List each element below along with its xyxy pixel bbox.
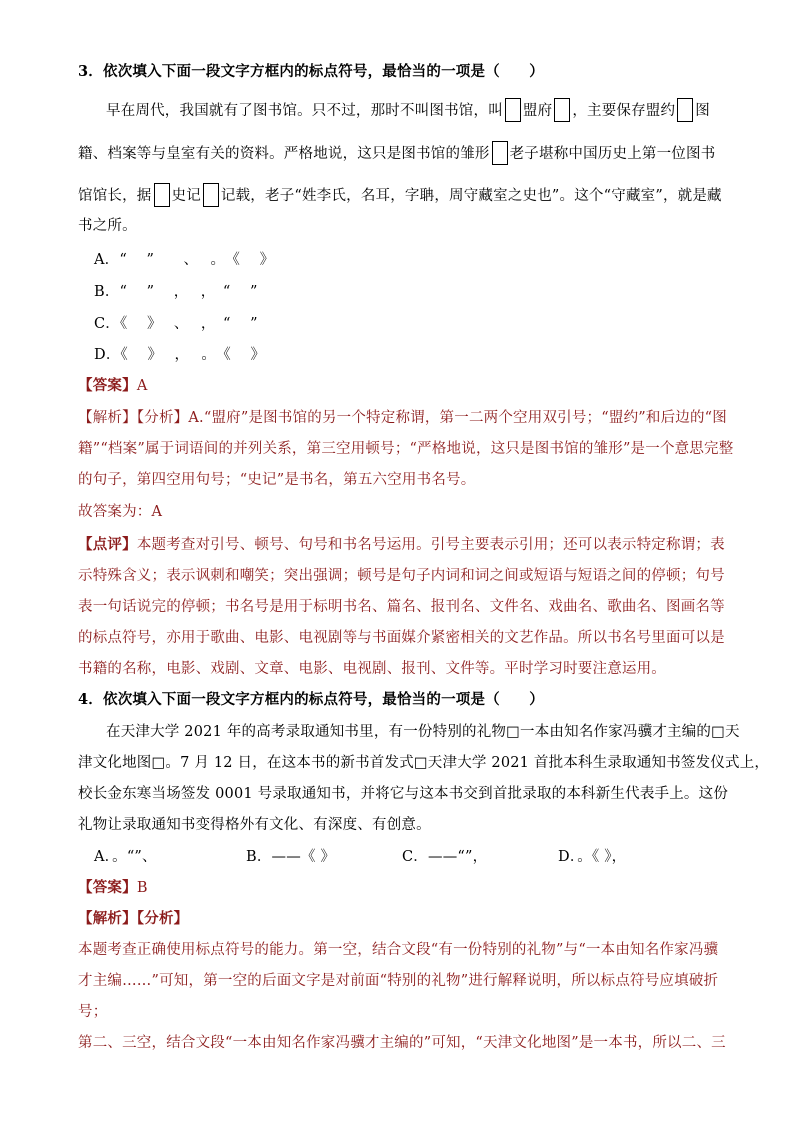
q4-option-b: B．——《 》 <box>246 849 336 865</box>
q3-passage-line-4: 书之所。 <box>78 218 137 234</box>
q3-passage-line-3: 馆馆长，据 史记 记载，老子“姓李氏，名耳，字聃，周守藏室之史也”。这个“守藏室”，就是藏 <box>78 183 722 203</box>
q3-passage-line-2: 籍、档案等与皇室有关的资料。严格地说，这只是图书馆的雏形 老子堪称中国历史上第一位图书 <box>78 141 715 161</box>
q3-option-a: A．“ ” 、 。 《 》 <box>94 252 275 268</box>
q4-passage-line-3: 校长金东寒当场签发 0001 号录取通知书，并将它与这本书交到首批录取的本科新生代表手上。这份 <box>78 786 729 802</box>
q4-analysis-line-2: 才主编……”可知，第一空的后面文字是对前面“特别的礼物”进行解释说明，所以标点符号应填破折 <box>78 973 719 989</box>
q4-option-c: C．——“”， <box>402 849 488 865</box>
q3-comment-line-3: 表一句话说完的停顿；书名号是用于标明书名、篇名、报刊名、文件名、戏曲名、歌曲名、图画名等 <box>78 599 725 615</box>
blank-box-6 <box>203 183 219 207</box>
q3-comment-line-1: 【点评】本题考查对引号、顿号、句号和书名号运用。引号主要表示引用；还可以表示特定称谓；表 <box>78 536 725 553</box>
q3-option-b: B．“ ” ， ， “ ” <box>94 284 258 300</box>
q3-option-c: C．《 》 、 ， “ ” <box>94 316 258 332</box>
q3-option-d: D．《 》 ， 。 《 》 <box>94 347 266 363</box>
q4-passage-line-4: 礼物让录取通知书变得格外有文化、有深度、有创意。 <box>78 817 431 833</box>
q3-stem: 3．依次填入下面一段文字方框内的标点符号，最恰当的一项是（ ） <box>78 63 544 80</box>
q3-comment-line-5: 书籍的名称，电影、戏剧、文章、电影、电视剧、报刊、文件等。平时学习时要注意运用。 <box>78 661 666 677</box>
q3-comment-line-4: 的标点符号，亦用于歌曲、电影、电视剧等与书面媒介紧密相关的文艺作品。所以书名号里面可以是 <box>78 630 725 646</box>
blank-box-4 <box>492 141 508 165</box>
q3-passage-line-1: 早在周代，我国就有了图书馆。只不过，那时不叫图书馆，叫 盟府 ，主要保存盟约 图 <box>106 98 710 118</box>
q4-analysis-line-3: 号； <box>78 1004 108 1020</box>
q3-comment-line-2: 示特殊含义；表示讽刺和嘲笑；突出强调；顿号是句子内词和词之间或短语与短语之间的停顿；句号 <box>78 568 725 584</box>
q4-analysis-tag: 【解析】【分析】 <box>78 910 189 927</box>
blank-box-2 <box>554 98 570 122</box>
q4-passage-line-2: 津文化地图□。7 月 12 日，在这本书的新书首发式□天津大学 2021 首批本科生录取通知书签发仪式上， <box>78 755 770 771</box>
blank-box-5 <box>154 183 170 207</box>
blank-box-3 <box>677 98 693 122</box>
q4-option-a: A．。“”、 <box>94 849 157 865</box>
q3-analysis-line-2: 籍”“档案”属于词语间的并列关系，第三空用顿号；“严格地说，这只是图书馆的雏形”是一个意思完整 <box>78 441 734 457</box>
blank-box-1 <box>505 98 521 122</box>
q3-answer: 【答案】A <box>78 377 148 394</box>
q4-option-d: D．。《 》， <box>558 849 627 865</box>
q3-analysis-line-3: 的句子，第四空用句号；“史记”是书名，第五六空用书名号。 <box>78 472 476 488</box>
q4-stem: 4．依次填入下面一段文字方框内的标点符号，最恰当的一项是（ ） <box>78 691 544 708</box>
q4-answer: 【答案】B <box>78 879 148 896</box>
q4-analysis-line-4: 第二、三空，结合文段“一本由知名作家冯骥才主编的”可知，“天津文化地图”是一本书，所以二、三 <box>78 1035 726 1051</box>
q4-passage-line-1: 在天津大学 2021 年的高考录取通知书里，有一份特别的礼物□一本由知名作家冯骥才主编的□天 <box>106 724 740 740</box>
q3-conclusion: 故答案为：A <box>78 504 163 520</box>
q4-options-row <box>94 847 626 867</box>
q4-analysis-line-1: 本题考查正确使用标点符号的能力。第一空，结合文段“有一份特别的礼物”与“一本由知名作家冯骥 <box>78 942 719 958</box>
q3-analysis-line-1: 【解析】【分析】A.“盟府”是图书馆的另一个特定称谓，第一二两个空用双引号；“盟约”和后边的“图 <box>78 410 727 426</box>
